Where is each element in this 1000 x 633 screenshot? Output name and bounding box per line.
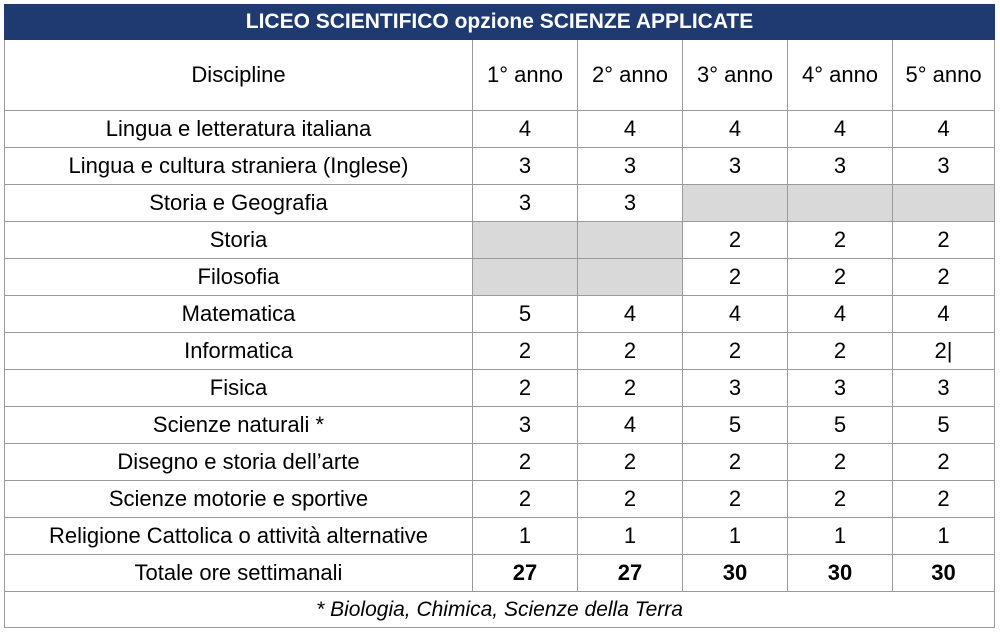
hours-cell: 2 — [683, 259, 788, 296]
hours-cell: 4 — [788, 296, 893, 333]
year-header — [683, 40, 788, 111]
hours-cell: 2 — [683, 222, 788, 259]
table-row — [5, 407, 995, 444]
subject-cell: Storia — [5, 222, 473, 259]
not-applicable-cell — [473, 259, 578, 296]
total-cell: 30 — [788, 555, 893, 592]
subject-cell: Matematica — [5, 296, 473, 333]
hours-cell: 2 — [578, 370, 683, 407]
hours-cell: 3 — [893, 148, 995, 185]
hours-cell: 2 — [788, 222, 893, 259]
hours-cell: 2 — [473, 370, 578, 407]
subject-cell: Fisica — [5, 370, 473, 407]
year-header-label: 5° anno — [905, 62, 982, 87]
hours-cell: 2 — [473, 333, 578, 370]
hours-cell: 2 — [893, 481, 995, 518]
hours-cell: 2 — [893, 222, 995, 259]
total-cell: 30 — [683, 555, 788, 592]
hours-cell: 3 — [683, 370, 788, 407]
total-cell: 30 — [893, 555, 995, 592]
hours-cell: 2 — [578, 333, 683, 370]
hours-cell: 2 — [683, 333, 788, 370]
table-row — [5, 333, 995, 370]
table-title: LICEO SCIENTIFICO opzione SCIENZE APPLICATE — [5, 5, 995, 40]
table-row — [5, 185, 995, 222]
subject-cell: Scienze motorie e sportive — [5, 481, 473, 518]
table-row — [5, 222, 995, 259]
not-applicable-cell — [578, 259, 683, 296]
hours-cell: 2 — [788, 333, 893, 370]
hours-cell: 2 — [788, 259, 893, 296]
hours-cell: 5 — [473, 296, 578, 333]
hours-cell: 3 — [473, 148, 578, 185]
subject-cell: Informatica — [5, 333, 473, 370]
year-header — [893, 40, 995, 111]
hours-cell: 4 — [473, 111, 578, 148]
subject-cell: Filosofia — [5, 259, 473, 296]
year-header-label: 1° anno — [486, 62, 564, 87]
hours-cell: 4 — [788, 111, 893, 148]
table-row — [5, 296, 995, 333]
footnote-row — [5, 592, 995, 628]
total-row — [5, 555, 995, 592]
total-cell: 27 — [578, 555, 683, 592]
hours-cell: 4 — [578, 296, 683, 333]
subject-cell: Scienze naturali * — [5, 407, 473, 444]
table-row — [5, 111, 995, 148]
hours-cell: 2 — [578, 481, 683, 518]
curriculum-table-frame — [4, 4, 994, 628]
hours-cell: 3 — [578, 148, 683, 185]
subject-cell: Lingua e cultura straniera (Inglese) — [5, 148, 473, 185]
table-row — [5, 370, 995, 407]
year-header — [473, 40, 578, 111]
total-cell: 27 — [473, 555, 578, 592]
hours-cell: 2 — [473, 481, 578, 518]
hours-cell: 3 — [788, 148, 893, 185]
year-header — [788, 40, 893, 111]
table-row — [5, 518, 995, 555]
table-row — [5, 481, 995, 518]
hours-cell: 3 — [893, 370, 995, 407]
hours-cell: 3 — [683, 148, 788, 185]
year-header — [578, 40, 683, 111]
hours-cell: 5 — [683, 407, 788, 444]
header-row — [5, 40, 995, 111]
year-header-label: 4° anno — [801, 62, 879, 87]
hours-cell: 2| — [893, 333, 995, 370]
not-applicable-cell — [893, 185, 995, 222]
hours-cell: 5 — [788, 407, 893, 444]
subject-cell: Lingua e letteratura italiana — [5, 111, 473, 148]
hours-cell: 3 — [473, 407, 578, 444]
subject-cell: Storia e Geografia — [5, 185, 473, 222]
year-header-label: 3° anno — [696, 62, 774, 87]
discipline-header: Discipline — [5, 40, 473, 111]
hours-cell: 4 — [893, 296, 995, 333]
table-row — [5, 444, 995, 481]
hours-cell: 4 — [893, 111, 995, 148]
not-applicable-cell — [788, 185, 893, 222]
not-applicable-cell — [473, 222, 578, 259]
hours-cell: 4 — [683, 111, 788, 148]
hours-cell: 3 — [788, 370, 893, 407]
hours-cell: 2 — [893, 444, 995, 481]
not-applicable-cell — [578, 222, 683, 259]
hours-cell: 2 — [578, 444, 683, 481]
hours-cell: 1 — [893, 518, 995, 555]
hours-cell: 3 — [473, 185, 578, 222]
hours-cell: 1 — [788, 518, 893, 555]
hours-cell: 4 — [683, 296, 788, 333]
hours-cell: 5 — [893, 407, 995, 444]
curriculum-table — [4, 4, 995, 628]
year-header-label: 2° anno — [591, 62, 669, 87]
subject-cell: Disegno e storia dell’arte — [5, 444, 473, 481]
table-row — [5, 148, 995, 185]
hours-cell: 2 — [683, 444, 788, 481]
hours-cell: 1 — [683, 518, 788, 555]
subject-cell: Religione Cattolica o attività alternative — [5, 518, 473, 555]
title-row — [5, 5, 995, 40]
total-label: Totale ore settimanali — [5, 555, 473, 592]
table-row — [5, 259, 995, 296]
hours-cell: 2 — [788, 481, 893, 518]
hours-cell: 1 — [578, 518, 683, 555]
footnote: * Biologia, Chimica, Scienze della Terra — [5, 592, 995, 628]
hours-cell: 4 — [578, 407, 683, 444]
not-applicable-cell — [683, 185, 788, 222]
hours-cell: 1 — [473, 518, 578, 555]
hours-cell: 2 — [788, 444, 893, 481]
hours-cell: 2 — [683, 481, 788, 518]
hours-cell: 4 — [578, 111, 683, 148]
hours-cell: 3 — [578, 185, 683, 222]
hours-cell: 2 — [893, 259, 995, 296]
hours-cell: 2 — [473, 444, 578, 481]
